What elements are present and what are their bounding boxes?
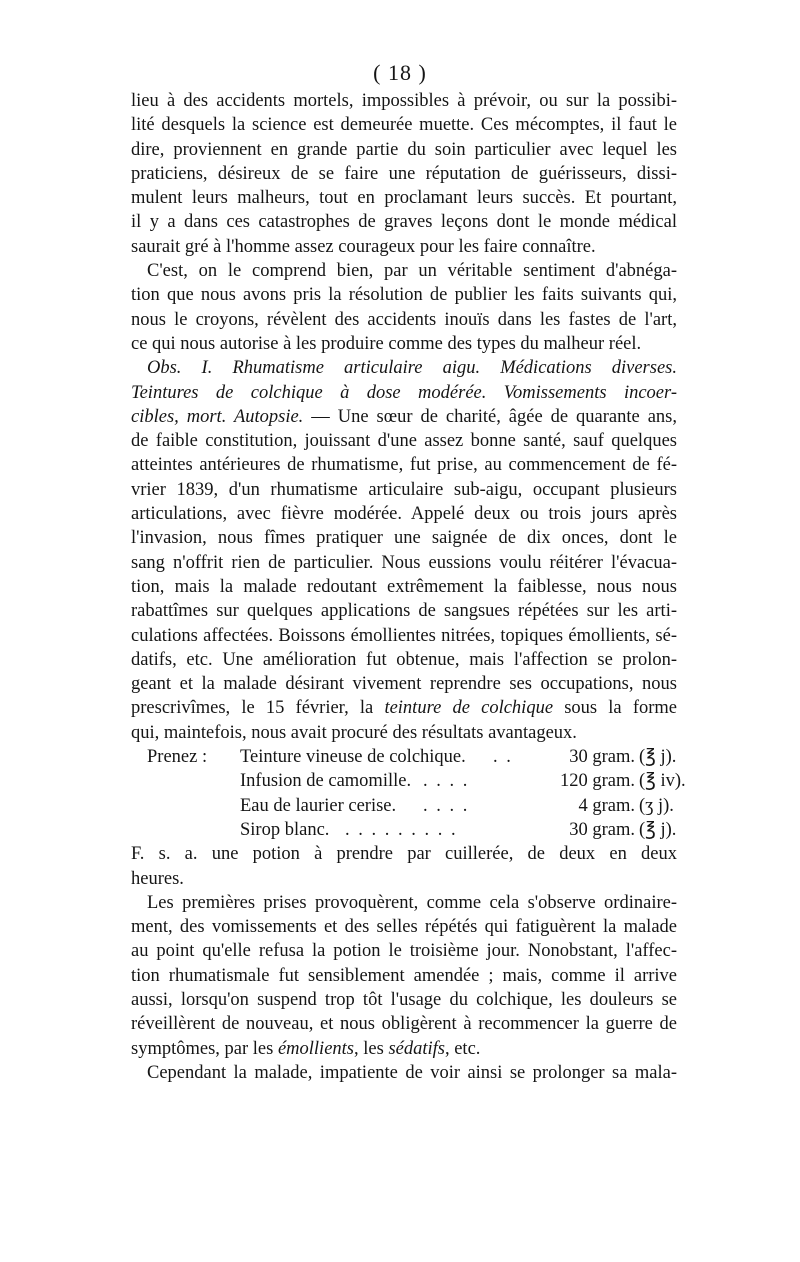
text-line: ce qui nous autorise à les produire comme des types du malheur réel. xyxy=(131,333,642,354)
page-number: ( 18 ) xyxy=(373,60,427,85)
leader-dots: . . . . xyxy=(423,795,470,816)
text-fragment: symptômes, par les xyxy=(131,1038,278,1059)
text-line: lité desquels la science est demeurée muette. Ces mécomptes, il faut le xyxy=(131,115,677,136)
text-line: tion rhumatismale fut sensiblement amendée ; mais, comme il arrive xyxy=(131,965,677,986)
text-line: qui, maintefois, nous avait procuré des résultats avantageux. xyxy=(131,722,577,743)
text-line: articulations, avec fièvre modérée. Appelé deux ou trois jours après xyxy=(131,504,677,525)
text-fragment: prescrivîmes, le 15 février, la xyxy=(131,698,374,719)
text-line: praticiens, désireux de se faire une réputation de guérisseurs, dissi- xyxy=(131,163,677,184)
text-line: Cependant la malade, impatiente de voir ainsi se prolonger sa mala- xyxy=(147,1062,677,1083)
text-line xyxy=(131,696,677,720)
text-line: aussi, lorsqu'on suspend trop tôt l'usage du colchique, les douleurs se xyxy=(131,989,677,1010)
prescription-row xyxy=(131,794,677,818)
prescription-row xyxy=(131,818,677,842)
apothecary-symbol: (ʒ j). xyxy=(639,795,674,816)
text-line: sang n'offrit rien de particulier. Nous eussions voulu réitérer l'évacua- xyxy=(131,552,677,573)
observation-title: Teintures de colchique à dose modérée. Vomissements incoer- xyxy=(131,382,677,403)
text-line: saurait gré à l'homme assez courageux pour les faire connaître. xyxy=(131,236,596,257)
emphasis-teinture: teinture de colchique xyxy=(384,698,554,719)
prescription-row xyxy=(131,769,686,793)
leader-dots: . . xyxy=(493,747,513,768)
text-line: tion, mais la malade redoutant extrêmement la faiblesse, nous nous xyxy=(131,576,677,597)
text-fragment: , les xyxy=(354,1038,389,1059)
text-line: vrier 1839, d'un rhumatisme articulaire sub-aigu, occupant plusieurs xyxy=(131,479,677,500)
leader-dots: . . . . xyxy=(423,771,470,792)
ingredient-name: Teinture vineuse de colchique. xyxy=(240,747,466,768)
apothecary-symbol: (℥ j). xyxy=(639,747,677,768)
text-line: rabattîmes sur quelques applications de sangsues répétées sur les arti- xyxy=(131,601,677,622)
text-line: il y a dans ces catastrophes de graves leçons dont le monde médical xyxy=(131,212,677,233)
text-line: Les premières prises provoquèrent, comme cela s'observe ordinaire- xyxy=(147,892,677,913)
text-line: mulent leurs malheurs, tout en proclamant leurs succès. Et pourtant, xyxy=(131,188,677,209)
text-line xyxy=(131,405,677,429)
text-line: atteintes antérieures de rhumatisme, fut prise, au commencement de fé- xyxy=(131,455,677,476)
observation-title-end: cibles, mort. Autopsie. xyxy=(131,406,304,427)
ingredient-quantity: 30 gram. xyxy=(569,819,635,840)
emphasis-emollients: émollients xyxy=(277,1038,354,1059)
ingredient-quantity: 4 gram. xyxy=(578,795,635,816)
text-fragment: — Une sœur de charité, âgée de quarante ans, xyxy=(303,406,677,427)
observation-title: Obs. I. Rhumatisme articulaire aigu. Médications diverses. xyxy=(147,358,677,379)
text-line: C'est, on le comprend bien, par un véritable sentiment d'abnéga- xyxy=(147,261,677,282)
prescription-prefix: Prenez : xyxy=(147,747,208,768)
text-line: lieu à des accidents mortels, impossibles à prévoir, ou sur la possibi- xyxy=(131,91,677,111)
ingredient-name: Eau de laurier cerise. xyxy=(240,795,397,816)
text-line: heures. xyxy=(131,868,184,889)
ingredient-name: Sirop blanc. xyxy=(240,819,330,840)
emphasis-sedatifs: sédatifs xyxy=(388,1038,445,1059)
body-text xyxy=(131,89,686,1085)
text-line: de faible constitution, jouissant d'une assez bonne santé, sauf quelques xyxy=(131,431,677,452)
text-line: réveillèrent de nouveau, et nous obligèrent à recommencer la guerre de xyxy=(131,1014,677,1035)
text-line xyxy=(131,1037,677,1061)
text-line: au point qu'elle refusa la potion le troisième jour. Nonobstant, l'affec- xyxy=(131,941,677,962)
text-line: nous le croyons, révèlent des accidents inouïs dans les fastes de l'art, xyxy=(131,309,677,330)
text-line: ment, des vomissements et des selles répétés qui fatiguèrent la malade xyxy=(131,917,677,938)
text-line: culations affectées. Boissons émollientes nitrées, topiques émollients, sé- xyxy=(131,625,677,646)
text-line: tion que nous avons pris la résolution de publier les faits suivants qui, xyxy=(131,285,677,306)
text-line: F. s. a. une potion à prendre par cuillerée, de deux en deux xyxy=(131,844,677,865)
text-line: datifs, etc. Une amélioration fut obtenue, mais l'affection se prolon- xyxy=(131,649,677,670)
apothecary-symbol: (℥ j). xyxy=(639,819,677,840)
text-line: l'invasion, nous fîmes pratiquer une saignée de dix onces, dont le xyxy=(131,528,677,549)
apothecary-symbol: (℥ iv). xyxy=(639,771,686,792)
leader-dots: . . . . . . . . . xyxy=(345,819,458,840)
text-line: dire, proviennent en grande partie du soin particulier avec lequel les xyxy=(131,139,677,160)
text-line: geant et la malade désirant vivement reprendre ses occupations, nous xyxy=(131,674,677,695)
ingredient-name: Infusion de camomille. xyxy=(240,771,412,792)
ingredient-quantity: 120 gram. xyxy=(559,771,635,792)
prescription-row xyxy=(131,745,677,769)
ingredient-quantity: 30 gram. xyxy=(569,747,635,768)
text-fragment: , etc. xyxy=(444,1038,481,1059)
text-fragment: sous la forme xyxy=(553,698,677,719)
